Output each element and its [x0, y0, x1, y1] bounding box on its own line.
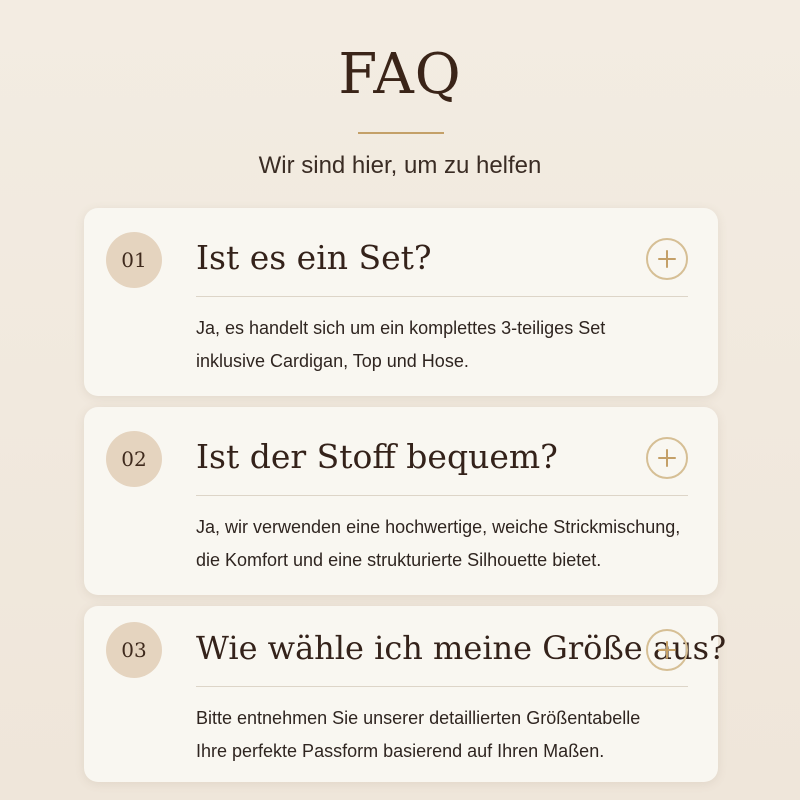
item-divider	[196, 495, 688, 496]
faq-item-2	[84, 407, 718, 595]
answer-line: inklusive Cardigan, Top und Hose.	[196, 351, 469, 371]
faq-answer	[196, 312, 700, 378]
faq-item-1	[84, 208, 718, 396]
plus-icon	[657, 249, 677, 269]
expand-toggle-button[interactable]	[646, 629, 688, 671]
answer-line: Ja, wir verwenden eine hochwertige, weiche Strickmischung,	[196, 517, 681, 537]
item-divider	[196, 296, 688, 297]
item-number-badge: 01	[106, 232, 162, 288]
answer-line: Bitte entnehmen Sie unserer detaillierten Größentabelle	[196, 708, 641, 728]
plus-icon	[657, 640, 677, 660]
item-number-badge: 02	[106, 431, 162, 487]
faq-question[interactable]: Ist es ein Set?	[196, 238, 432, 277]
plus-icon	[657, 448, 677, 468]
answer-line: Ihre perfekte Passform basierend auf Ihren Maßen.	[196, 741, 605, 761]
expand-toggle-button[interactable]	[646, 238, 688, 280]
title-underline	[358, 132, 444, 134]
expand-toggle-button[interactable]	[646, 437, 688, 479]
page-title: FAQ	[338, 42, 462, 107]
faq-question[interactable]: Wie wähle ich meine Größe aus?	[196, 629, 727, 667]
faq-answer	[196, 702, 700, 768]
faq-item-3	[84, 606, 727, 782]
faq-answer	[196, 511, 700, 577]
item-divider	[196, 686, 688, 687]
answer-line: die Komfort und eine strukturierte Silhouette bietet.	[196, 550, 602, 570]
item-number-badge: 03	[106, 622, 162, 678]
faq-question[interactable]: Ist der Stoff bequem?	[196, 437, 558, 476]
page-subtitle: Wir sind hier, um zu helfen	[258, 152, 542, 179]
answer-line: Ja, es handelt sich um ein komplettes 3-teiliges Set	[196, 318, 606, 338]
